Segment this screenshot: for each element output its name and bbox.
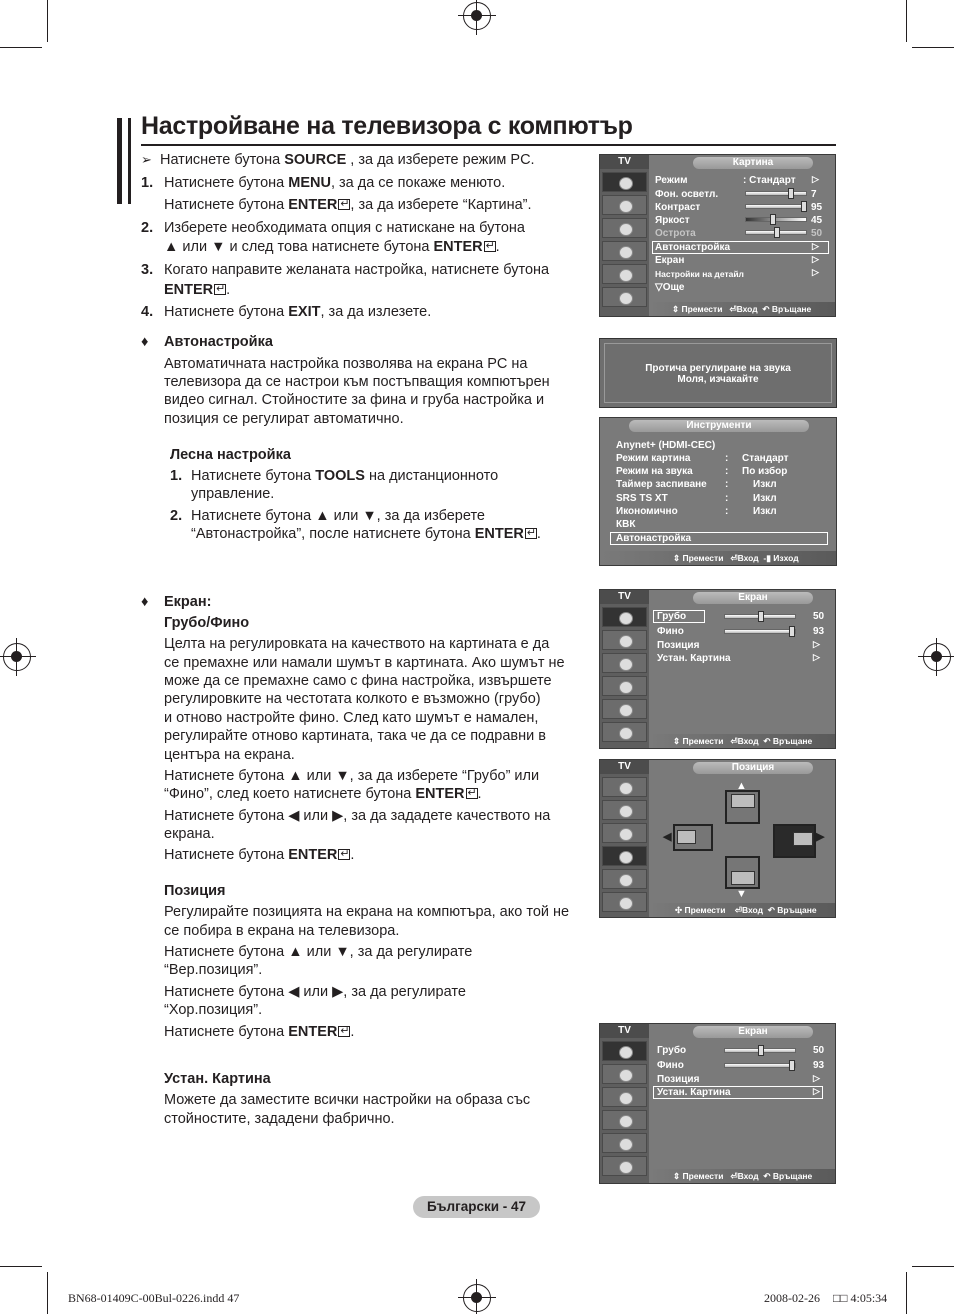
- registration-mark-icon: [463, 2, 491, 30]
- osd-picture-menu: [599, 154, 836, 317]
- sound-icon[interactable]: [602, 1064, 647, 1084]
- osd-row-label[interactable]: Устан. Картина: [657, 653, 731, 664]
- osd-row-label[interactable]: Острота: [655, 228, 696, 239]
- step-text: Натиснете бутона TOOLS на дистанционното: [191, 468, 499, 484]
- osd-separator: :: [725, 453, 729, 464]
- osd-row-value: Изкл: [753, 493, 777, 504]
- sound-icon[interactable]: [602, 800, 647, 820]
- paragraph-line: регулирайте отново картината, така че да се подравни в: [164, 728, 546, 744]
- osd-row-label[interactable]: Фино: [657, 1060, 684, 1071]
- osd-row-value: 45: [811, 215, 823, 226]
- crop-mark: [47, 0, 48, 42]
- position-left-box[interactable]: [673, 824, 713, 851]
- paragraph-line: телевизора да се настрои към постъпващия компютърен: [164, 374, 550, 390]
- setup-icon[interactable]: [602, 676, 647, 696]
- slider-knob[interactable]: [758, 1045, 764, 1056]
- setup-icon[interactable]: [602, 846, 647, 866]
- osd-row-value: Изкл: [753, 479, 777, 490]
- application-icon[interactable]: [602, 722, 647, 742]
- osd-screen-menu-reset: [599, 1023, 836, 1184]
- osd-separator: :: [725, 493, 729, 504]
- slider-knob[interactable]: [758, 611, 764, 622]
- intro-line: ➢ Натиснете бутона SOURCE , за да изберете режим PC.: [141, 152, 535, 168]
- enter-icon: [214, 284, 226, 295]
- step-text: управление.: [191, 486, 275, 502]
- position-down-box[interactable]: [725, 856, 760, 889]
- paragraph-line: “Хор.позиция”.: [164, 1002, 263, 1018]
- osd-header: Картина: [693, 157, 813, 169]
- arrow-right-icon: ▷: [812, 174, 819, 184]
- slider-knob[interactable]: [801, 201, 807, 212]
- osd-tools-menu: [599, 417, 837, 566]
- osd-slider[interactable]: [724, 614, 796, 619]
- title-rule: [141, 144, 836, 146]
- bullet-icon: ♦: [141, 594, 149, 610]
- osd-row-value: 93: [813, 626, 825, 637]
- channel-icon[interactable]: [602, 823, 647, 843]
- osd-row-value: 95: [811, 202, 823, 213]
- paragraph-line: позиция се регулират автоматично.: [164, 411, 404, 427]
- step-text: Когато направите желаната настройка, натиснете бутона: [164, 262, 550, 278]
- osd-footer: ⇕ Премести ⏎Вход ↶ Връщане: [649, 302, 835, 316]
- osd-footer: ✣ Премести ⏎Вход ↶ Връщане: [649, 903, 835, 917]
- paragraph-line: Натиснете бутона ◀ или ▶, за да зададете качеството на: [164, 808, 551, 824]
- osd-row-label[interactable]: Автонастройка: [655, 242, 731, 253]
- paragraph-line: Автоматичната настройка позволява на екрана PC на: [164, 356, 528, 372]
- arrow-down-icon: ▼: [736, 888, 747, 900]
- application-icon[interactable]: [602, 892, 647, 912]
- paragraph-line: Целта на регулировката на качеството на картината е да: [164, 636, 550, 652]
- osd-row-label[interactable]: Позиция: [657, 1074, 700, 1085]
- osd-row-label[interactable]: Фон. осветл.: [655, 189, 719, 200]
- osd-row-label[interactable]: Режим картина: [616, 453, 691, 464]
- channel-icon[interactable]: [602, 1087, 647, 1107]
- enter-icon: [466, 788, 478, 799]
- osd-sidebar: [600, 155, 649, 316]
- osd-row-value: 7: [811, 189, 817, 200]
- picture-icon[interactable]: [602, 607, 647, 627]
- sound-icon[interactable]: [602, 195, 647, 215]
- position-up-box[interactable]: [725, 790, 760, 824]
- osd-message-box: [599, 338, 837, 408]
- step-number: 2.: [141, 220, 154, 236]
- crop-mark: [906, 0, 907, 42]
- sound-icon[interactable]: [602, 630, 647, 650]
- osd-sidebar: [600, 760, 649, 917]
- step-text: “Автонастройка”, после натиснете бутона ENTER↵ .: [191, 525, 541, 544]
- paragraph-line: може да се премахне само с фина настройка, извършете: [164, 673, 552, 689]
- input-icon[interactable]: [602, 699, 647, 719]
- step-number: 4.: [141, 304, 154, 320]
- registration-mark-icon: [923, 643, 951, 671]
- osd-row-label[interactable]: Грубо: [657, 1045, 687, 1056]
- enter-icon: [484, 241, 496, 252]
- osd-row-value: : Стандарт: [743, 175, 796, 186]
- footer-time: □□ 4:05:34: [833, 1291, 888, 1305]
- osd-slider[interactable]: [745, 191, 807, 196]
- channel-icon[interactable]: [602, 653, 647, 673]
- position-right-box[interactable]: [773, 824, 816, 858]
- paragraph-line: Регулирайте позицията на екрана на компютъра, ако той не: [164, 904, 570, 920]
- input-icon[interactable]: [602, 869, 647, 889]
- footer-file-name: BN68-01409C-00Bul-0226.indd 47: [68, 1291, 240, 1305]
- osd-separator: :: [725, 479, 729, 490]
- enter-icon: [525, 528, 537, 539]
- title-bar-decoration: [117, 118, 131, 204]
- enter-icon: [338, 199, 350, 210]
- osd-row-value: По избор: [742, 466, 788, 477]
- step-text: Изберете необходимата опция с натискане на бутона: [164, 220, 525, 236]
- osd-slider[interactable]: [724, 1048, 796, 1053]
- osd-separator: :: [725, 466, 729, 477]
- osd-footer: ⇕ Премести ⏎Вход ↶ Връщане: [649, 1169, 835, 1183]
- slider-knob[interactable]: [788, 188, 794, 199]
- osd-row-label[interactable]: Автонастройка: [616, 533, 692, 544]
- osd-header: Инструменти: [629, 420, 809, 432]
- tv-label: TV: [600, 590, 649, 604]
- section-heading: Автонастройка: [164, 334, 273, 350]
- crop-mark: [912, 47, 954, 48]
- channel-icon[interactable]: [602, 218, 647, 238]
- paragraph-line: “Фино”, след което натиснете бутона ENTER↵ .: [164, 785, 482, 804]
- arrow-right-icon: ▷: [813, 639, 820, 649]
- paragraph-line: и отново настройте фино. След като шумът е намален,: [164, 710, 539, 726]
- osd-row-label[interactable]: Таймер заспиване: [616, 479, 707, 490]
- osd-slider[interactable]: [745, 204, 807, 209]
- step-text: ENTER↵ .: [164, 281, 230, 300]
- subsection-heading: Устан. Картина: [164, 1071, 271, 1087]
- application-icon[interactable]: [602, 1156, 647, 1176]
- enter-icon: [338, 1026, 350, 1037]
- step-text: Натиснете бутона ENTER↵ , за да изберете “Картина”.: [164, 196, 532, 215]
- paragraph-line: Можете да заместите всички настройки на образа със: [164, 1092, 531, 1108]
- osd-header: Позиция: [693, 762, 813, 774]
- osd-row-label[interactable]: Настройки на детайл: [655, 269, 744, 279]
- input-icon[interactable]: [602, 264, 647, 284]
- osd-row-label[interactable]: Режим на звука: [616, 466, 693, 477]
- arrow-left-icon: ◀: [663, 831, 672, 843]
- tv-label: TV: [600, 155, 649, 169]
- paragraph-line: Натиснете бутона ◀ или ▶, за да регулирате: [164, 984, 466, 1000]
- picture-icon[interactable]: [602, 777, 647, 797]
- crop-mark: [906, 1272, 907, 1314]
- paragraph-line: Натиснете бутона ENTER↵ .: [164, 1023, 354, 1042]
- osd-row-value: 50: [813, 1045, 825, 1056]
- osd-row-label[interactable]: Контраст: [655, 202, 701, 213]
- step-number: 2.: [170, 508, 183, 524]
- osd-row-value: 93: [813, 1060, 825, 1071]
- step-number: 1.: [170, 468, 183, 484]
- step-number: 3.: [141, 262, 154, 278]
- arrow-right-icon: ▷: [812, 267, 819, 277]
- osd-sidebar: [600, 1024, 649, 1183]
- tv-label: TV: [600, 1024, 649, 1038]
- footer-date: 2008-02-26: [764, 1291, 820, 1305]
- page-title: Настройване на телевизора с компютър: [141, 112, 633, 140]
- osd-sidebar: [600, 590, 649, 748]
- setup-icon[interactable]: [602, 1110, 647, 1130]
- osd-footer: ⇕ Премести ⏎Вход ↶ Връщане: [649, 734, 835, 748]
- paragraph-line: Натиснете бутона ▲ или ▼, за да изберете “Грубо” или: [164, 768, 540, 784]
- slider-knob[interactable]: [789, 626, 795, 637]
- arrow-right-icon: ▷: [812, 241, 819, 251]
- osd-row-label[interactable]: Позиция: [657, 640, 700, 651]
- osd-slider[interactable]: [745, 217, 807, 222]
- paragraph-line: видео сигнал. Стойностите за фина и груба настройка и: [164, 392, 545, 408]
- osd-row-value: 50: [811, 228, 823, 239]
- osd-row-value: Стандарт: [742, 453, 789, 464]
- osd-header: Екран: [693, 592, 813, 604]
- arrow-right-icon: ▷: [813, 1073, 820, 1083]
- paragraph-line: Натиснете бутона ▲ или ▼, за да регулирате: [164, 944, 473, 960]
- osd-row-label[interactable]: Икономично: [616, 506, 678, 517]
- registration-mark-icon: [3, 643, 31, 671]
- osd-header: Екран: [693, 1026, 813, 1038]
- arrow-right-icon: ▷: [812, 254, 819, 264]
- registration-mark-icon: [463, 1284, 491, 1312]
- osd-row-label[interactable]: Грубо: [657, 611, 687, 622]
- paragraph-line: центъра на екрана.: [164, 747, 295, 763]
- arrow-up-icon: ▲: [736, 780, 747, 792]
- crop-mark: [0, 47, 42, 48]
- osd-footer: ⇕ Премести ⏎Вход -▮ Изход: [600, 551, 836, 565]
- page-number-label: Български - 47: [413, 1196, 540, 1218]
- crop-mark: [47, 1272, 48, 1314]
- slider-knob[interactable]: [774, 227, 780, 238]
- paragraph-line: Натиснете бутона ENTER↵ .: [164, 846, 354, 865]
- arrow-right-icon: ▷: [813, 1086, 820, 1096]
- arrow-icon: ➢: [141, 152, 152, 167]
- osd-row-label[interactable]: Устан. Картина: [657, 1087, 731, 1098]
- subsection-heading: Грубо/Фино: [164, 615, 250, 631]
- step-text: Натиснете бутона EXIT, за да излезете.: [164, 304, 432, 320]
- subsection-heading: Позиция: [164, 883, 226, 899]
- message-line: Моля, изчакайте: [677, 374, 759, 385]
- step-text: ▲ или ▼ и след това натиснете бутона ENTER↵ .: [164, 238, 500, 257]
- osd-row-label[interactable]: Фино: [657, 626, 684, 637]
- osd-screen-menu: [599, 589, 836, 749]
- osd-row-label[interactable]: Екран: [655, 255, 685, 266]
- osd-row-label[interactable]: Режим: [655, 175, 688, 186]
- input-icon[interactable]: [602, 1133, 647, 1153]
- picture-icon[interactable]: [602, 1041, 647, 1061]
- section-heading: Екран:: [164, 594, 212, 610]
- step-number: 1.: [141, 175, 154, 191]
- picture-icon[interactable]: [602, 172, 647, 192]
- enter-icon: [338, 849, 350, 860]
- osd-slider[interactable]: [724, 629, 796, 634]
- slider-knob[interactable]: [789, 1060, 795, 1071]
- osd-slider[interactable]: [724, 1063, 796, 1068]
- paragraph-line: се премахне или намали шумът в картината. Ако шумът не: [164, 655, 565, 671]
- crop-mark: [912, 1266, 954, 1267]
- bullet-icon: ♦: [141, 334, 149, 350]
- osd-row-label[interactable]: ▽Още: [655, 282, 685, 293]
- osd-row-value: Изкл: [753, 506, 777, 517]
- step-text: Натиснете бутона MENU, за да се покаже менюто.: [164, 175, 506, 191]
- application-icon[interactable]: [602, 287, 647, 307]
- osd-row-label[interactable]: КВК: [616, 519, 636, 530]
- osd-slider[interactable]: [745, 230, 807, 235]
- step-text: Натиснете бутона ▲ или ▼, за да изберете: [191, 508, 486, 524]
- osd-position-menu: [599, 759, 836, 918]
- crop-mark: [0, 1266, 42, 1267]
- paragraph-line: се побира в екрана на телевизора.: [164, 923, 400, 939]
- message-line: Протича регулиране на звука: [645, 363, 791, 374]
- paragraph-line: регулировките на честотата колкото е възможно (грубо): [164, 691, 541, 707]
- arrow-right-icon: ▷: [813, 652, 820, 662]
- osd-row-label[interactable]: Яркост: [655, 215, 690, 226]
- paragraph-line: екрана.: [164, 826, 215, 842]
- osd-separator: :: [725, 506, 729, 517]
- osd-row-label[interactable]: SRS TS XT: [616, 493, 668, 504]
- osd-row-label[interactable]: Anynet+ (HDMI-CEC): [616, 440, 716, 451]
- paragraph-line: “Вер.позиция”.: [164, 962, 263, 978]
- slider-knob[interactable]: [770, 214, 776, 225]
- osd-row-value: 50: [813, 611, 825, 622]
- setup-icon[interactable]: [602, 241, 647, 261]
- tv-label: TV: [600, 760, 649, 774]
- arrow-right-icon: ▶: [816, 831, 825, 843]
- paragraph-line: стойностите, зададени фабрично.: [164, 1111, 395, 1127]
- subsection-heading: Лесна настройка: [170, 447, 291, 463]
